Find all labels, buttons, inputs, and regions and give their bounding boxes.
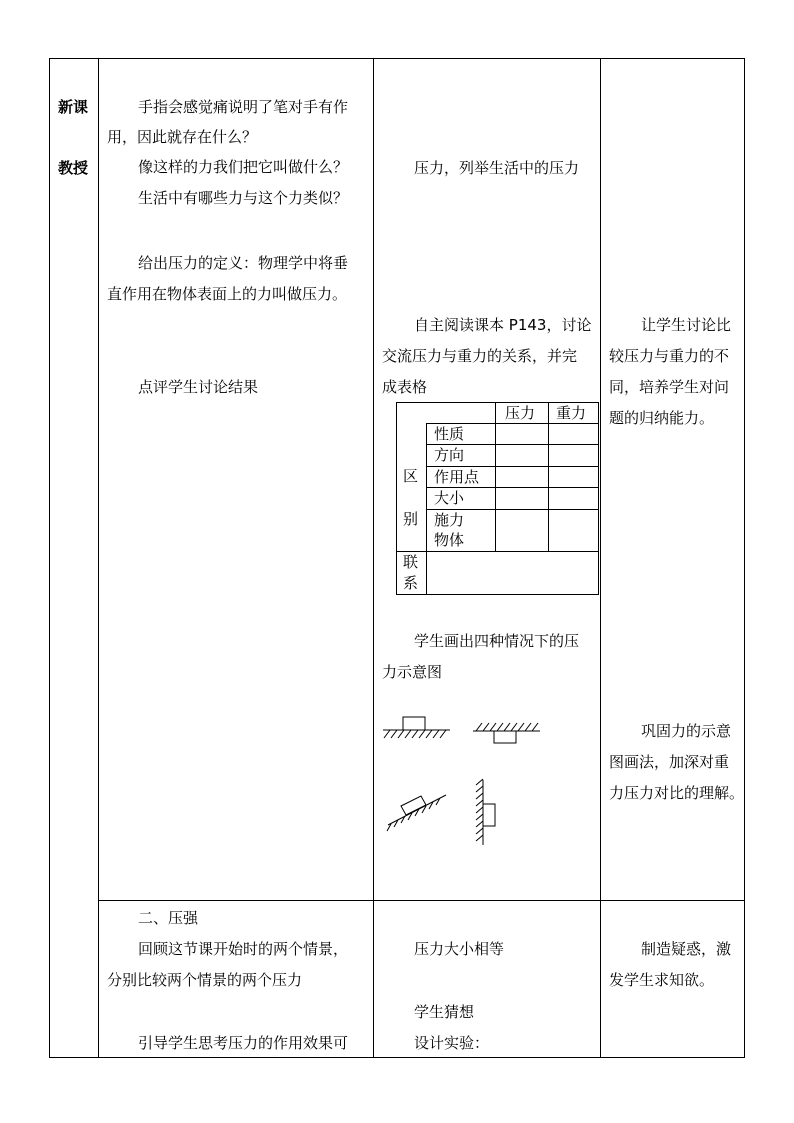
- ct-row-label: 性质: [434, 425, 465, 443]
- teacher-text: 直作用在物体表面上的力叫做压力。: [107, 285, 348, 303]
- goal-text: 题的归纳能力。: [609, 409, 715, 427]
- reading-task: 成表格: [382, 378, 428, 396]
- section-label-line1: 新课: [58, 98, 89, 116]
- goal-text: 巩固力的示意: [641, 722, 732, 740]
- teacher-text: 点评学生讨论结果: [138, 378, 259, 396]
- teacher-text: 用，因此就存在什么？: [107, 128, 258, 146]
- ct-row-label: 作用点: [434, 468, 480, 486]
- block-under-ceiling-icon: [473, 723, 540, 743]
- ct-row-label: 施力: [434, 511, 465, 529]
- teacher-text: 生活中有哪些力与这个力类似？: [138, 189, 349, 207]
- student-text: 压力大小相等: [414, 940, 505, 958]
- reading-task: 自主阅读课本 P143，讨论: [414, 316, 592, 334]
- block-on-wall-icon: [476, 779, 495, 845]
- teacher-text: 像这样的力我们把它叫做什么？: [138, 158, 349, 176]
- section-label-line2: 教授: [58, 159, 89, 177]
- ct-group-label: 区: [403, 467, 419, 485]
- student-text: 学生猜想: [414, 1003, 475, 1021]
- teacher-text: 回顾这节课开始时的两个情景，: [138, 940, 349, 958]
- draw-task: 力示意图: [382, 663, 443, 681]
- goal-text: 让学生讨论比: [641, 316, 732, 334]
- block-on-incline-icon: [387, 795, 446, 831]
- ct-group-label: 别: [403, 510, 419, 528]
- draw-task: 学生画出四种情况下的压: [414, 632, 580, 650]
- ct-link-label: 系: [403, 574, 419, 592]
- ct-link-label: 联: [403, 553, 419, 571]
- goal-text: 较压力与重力的不: [609, 347, 730, 365]
- goal-text: 图画法，加深对重: [609, 753, 730, 771]
- goal-text: 力压力对比的理解。: [609, 784, 745, 802]
- teacher-text: 引导学生思考压力的作用效果可: [138, 1034, 349, 1052]
- section-heading: 二、压强: [138, 909, 199, 927]
- goal-text: 同，培养学生对问: [609, 378, 730, 396]
- teacher-text: 给出压力的定义：物理学中将垂: [138, 254, 349, 272]
- ct-row-label: 物体: [434, 531, 465, 549]
- ct-header-pressure: 压力: [505, 404, 536, 422]
- goal-text: 制造疑惑，激: [641, 940, 732, 958]
- teacher-text: 手指会感觉痛说明了笔对手有作: [138, 98, 349, 116]
- student-answer: 压力，列举生活中的压力: [414, 159, 580, 177]
- teacher-text: 分别比较两个情景的两个压力: [107, 971, 303, 989]
- ct-row-label: 大小: [434, 489, 465, 507]
- student-text: 设计实验：: [414, 1034, 490, 1052]
- block-on-floor-icon: [383, 717, 450, 738]
- ct-row-label: 方向: [434, 446, 465, 464]
- ct-header-gravity: 重力: [556, 404, 587, 422]
- reading-task: 交流压力与重力的关系，并完: [382, 347, 578, 365]
- goal-text: 发学生求知欲。: [609, 971, 715, 989]
